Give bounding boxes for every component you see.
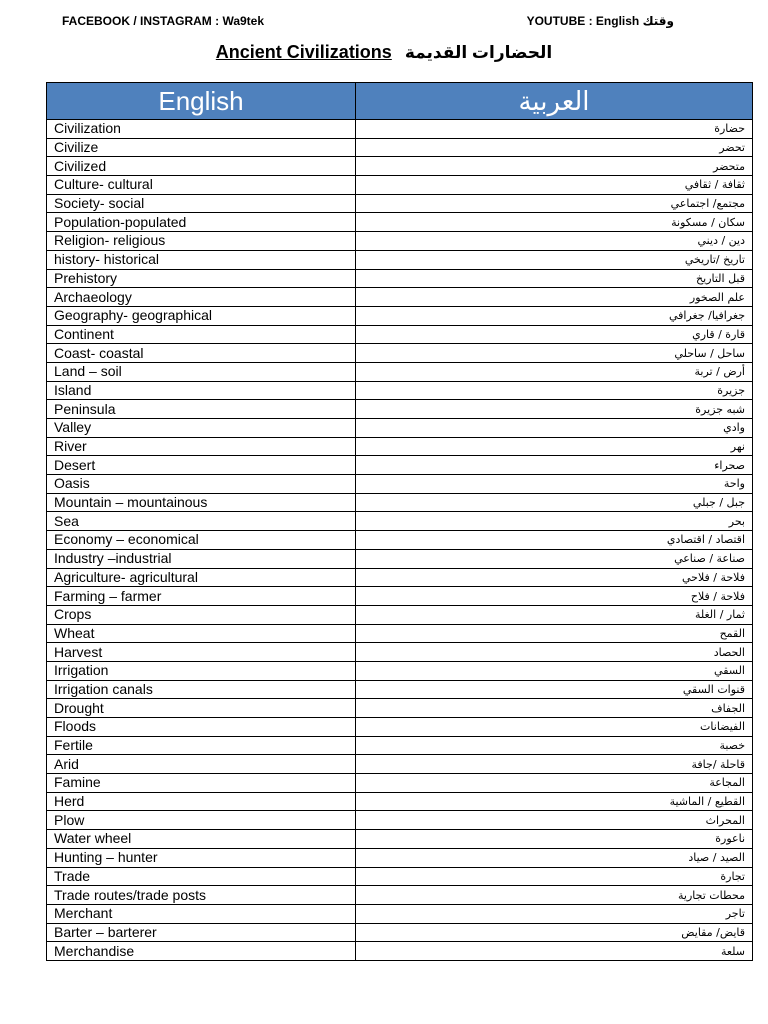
table-row bbox=[47, 475, 753, 494]
column-header-english: English bbox=[47, 83, 356, 120]
table-row bbox=[47, 904, 753, 923]
table-row bbox=[47, 643, 753, 662]
page-title-arabic: الحضارات القديمة bbox=[404, 43, 553, 62]
arabic-translation: ساحل / ساحلي bbox=[356, 344, 753, 363]
table-row bbox=[47, 437, 753, 456]
english-term: history- historical bbox=[47, 250, 356, 269]
arabic-translation: صحراء bbox=[356, 456, 753, 475]
arabic-translation: القطيع / الماشية bbox=[356, 792, 753, 811]
english-term: Trade routes/trade posts bbox=[47, 886, 356, 905]
table-row bbox=[47, 680, 753, 699]
english-term: Civilize bbox=[47, 138, 356, 157]
english-term: Fertile bbox=[47, 736, 356, 755]
english-term: Water wheel bbox=[47, 830, 356, 849]
arabic-translation: علم الصخور bbox=[356, 288, 753, 307]
table-row bbox=[47, 306, 753, 325]
english-term: Civilization bbox=[47, 120, 356, 139]
arabic-translation: الحصاد bbox=[356, 643, 753, 662]
table-row bbox=[47, 176, 753, 195]
page-title-english: Ancient Civilizations bbox=[215, 42, 392, 62]
arabic-translation: الصيد / صياد bbox=[356, 848, 753, 867]
arabic-translation: واحة bbox=[356, 475, 753, 494]
table-row bbox=[47, 848, 753, 867]
table-row bbox=[47, 736, 753, 755]
table-row bbox=[47, 269, 753, 288]
english-term: Harvest bbox=[47, 643, 356, 662]
arabic-translation: محطات تجارية bbox=[356, 886, 753, 905]
table-row bbox=[47, 587, 753, 606]
english-term: Valley bbox=[47, 419, 356, 438]
table-row bbox=[47, 362, 753, 381]
english-term: Coast- coastal bbox=[47, 344, 356, 363]
table-row bbox=[47, 493, 753, 512]
arabic-translation: القمح bbox=[356, 624, 753, 643]
english-term: Plow bbox=[47, 811, 356, 830]
page-header bbox=[62, 14, 674, 28]
english-term: Archaeology bbox=[47, 288, 356, 307]
table-row bbox=[47, 830, 753, 849]
table-row bbox=[47, 250, 753, 269]
english-term: Geography- geographical bbox=[47, 306, 356, 325]
table-row bbox=[47, 512, 753, 531]
arabic-translation: ثقافة / ثقافي bbox=[356, 176, 753, 195]
english-term: River bbox=[47, 437, 356, 456]
english-term: Prehistory bbox=[47, 269, 356, 288]
arabic-translation: تجارة bbox=[356, 867, 753, 886]
english-term: Farming – farmer bbox=[47, 587, 356, 606]
arabic-translation: قنوات السقي bbox=[356, 680, 753, 699]
english-term: Land – soil bbox=[47, 362, 356, 381]
arabic-translation: سلعة bbox=[356, 942, 753, 961]
table-row bbox=[47, 867, 753, 886]
arabic-translation: تاريخ /تاريخي bbox=[356, 250, 753, 269]
english-term: Barter – barterer bbox=[47, 923, 356, 942]
english-term: Industry –industrial bbox=[47, 549, 356, 568]
table-row bbox=[47, 325, 753, 344]
table-row bbox=[47, 288, 753, 307]
table-row bbox=[47, 605, 753, 624]
table-row bbox=[47, 549, 753, 568]
table-row bbox=[47, 344, 753, 363]
english-term: Culture- cultural bbox=[47, 176, 356, 195]
arabic-translation: ثمار / الغلة bbox=[356, 605, 753, 624]
english-term: Trade bbox=[47, 867, 356, 886]
english-term: Merchant bbox=[47, 904, 356, 923]
english-term: Religion- religious bbox=[47, 232, 356, 251]
table-row bbox=[47, 213, 753, 232]
english-term: Merchandise bbox=[47, 942, 356, 961]
english-term: Famine bbox=[47, 774, 356, 793]
arabic-translation: السقي bbox=[356, 661, 753, 680]
arabic-translation: المجاعة bbox=[356, 774, 753, 793]
table-row bbox=[47, 886, 753, 905]
arabic-translation: متحضر bbox=[356, 157, 753, 176]
arabic-translation: قاحلة /جافة bbox=[356, 755, 753, 774]
social-handle-right: YOUTUBE : English وقتك bbox=[526, 14, 674, 28]
table-row bbox=[47, 194, 753, 213]
arabic-translation: جزيرة bbox=[356, 381, 753, 400]
arabic-translation: فلاحة / فلاحي bbox=[356, 568, 753, 587]
english-term: Oasis bbox=[47, 475, 356, 494]
english-term: Mountain – mountainous bbox=[47, 493, 356, 512]
english-term: Economy – economical bbox=[47, 531, 356, 550]
arabic-translation: حضارة bbox=[356, 120, 753, 139]
english-term: Peninsula bbox=[47, 400, 356, 419]
arabic-translation: قبل التاريخ bbox=[356, 269, 753, 288]
table-row bbox=[47, 923, 753, 942]
table-row bbox=[47, 456, 753, 475]
table-row bbox=[47, 568, 753, 587]
column-header-arabic: العربية bbox=[356, 83, 753, 120]
arabic-translation: نهر bbox=[356, 437, 753, 456]
english-term: Irrigation canals bbox=[47, 680, 356, 699]
arabic-translation: بحر bbox=[356, 512, 753, 531]
english-term: Civilized bbox=[47, 157, 356, 176]
arabic-translation: الجفاف bbox=[356, 699, 753, 718]
table-row bbox=[47, 792, 753, 811]
arabic-translation: ناعورة bbox=[356, 830, 753, 849]
table-row bbox=[47, 661, 753, 680]
table-row bbox=[47, 400, 753, 419]
english-term: Continent bbox=[47, 325, 356, 344]
arabic-translation: صناعة / صناعي bbox=[356, 549, 753, 568]
arabic-translation: شبه جزيرة bbox=[356, 400, 753, 419]
english-term: Population-populated bbox=[47, 213, 356, 232]
table-row bbox=[47, 232, 753, 251]
english-term: Irrigation bbox=[47, 661, 356, 680]
table-row bbox=[47, 774, 753, 793]
arabic-translation: تحضر bbox=[356, 138, 753, 157]
table-row bbox=[47, 531, 753, 550]
arabic-translation: جغرافيا/ جغرافي bbox=[356, 306, 753, 325]
english-term: Hunting – hunter bbox=[47, 848, 356, 867]
english-term: Sea bbox=[47, 512, 356, 531]
arabic-translation: سكان / مسكونة bbox=[356, 213, 753, 232]
english-term: Desert bbox=[47, 456, 356, 475]
english-term: Wheat bbox=[47, 624, 356, 643]
arabic-translation: أرض / تربة bbox=[356, 362, 753, 381]
arabic-translation: المحراث bbox=[356, 811, 753, 830]
arabic-translation: دين / ديني bbox=[356, 232, 753, 251]
english-term: Crops bbox=[47, 605, 356, 624]
arabic-translation: قايض/ مقايض bbox=[356, 923, 753, 942]
arabic-translation: تاجر bbox=[356, 904, 753, 923]
table-row bbox=[47, 157, 753, 176]
table-header-row bbox=[47, 83, 753, 120]
table-row bbox=[47, 138, 753, 157]
english-term: Drought bbox=[47, 699, 356, 718]
table-row bbox=[47, 419, 753, 438]
vocabulary-table bbox=[46, 82, 753, 961]
english-term: Agriculture- agricultural bbox=[47, 568, 356, 587]
arabic-translation: فلاحة / فلاح bbox=[356, 587, 753, 606]
english-term: Herd bbox=[47, 792, 356, 811]
arabic-translation: الفيضانات bbox=[356, 718, 753, 737]
english-term: Arid bbox=[47, 755, 356, 774]
arabic-translation: اقتصاد / اقتصادي bbox=[356, 531, 753, 550]
table-row bbox=[47, 699, 753, 718]
table-row bbox=[47, 624, 753, 643]
arabic-translation: مجتمع/ اجتماعي bbox=[356, 194, 753, 213]
page-title bbox=[0, 42, 768, 63]
arabic-translation: جبل / جبلي bbox=[356, 493, 753, 512]
social-handle-left: FACEBOOK / INSTAGRAM : Wa9tek bbox=[62, 14, 265, 28]
table-row bbox=[47, 811, 753, 830]
english-term: Floods bbox=[47, 718, 356, 737]
table-row bbox=[47, 718, 753, 737]
english-term: Society- social bbox=[47, 194, 356, 213]
arabic-translation: قارة / قاري bbox=[356, 325, 753, 344]
table-row bbox=[47, 120, 753, 139]
arabic-translation: خصبة bbox=[356, 736, 753, 755]
arabic-translation: وادي bbox=[356, 419, 753, 438]
table-row bbox=[47, 381, 753, 400]
table-row bbox=[47, 755, 753, 774]
table-row bbox=[47, 942, 753, 961]
english-term: Island bbox=[47, 381, 356, 400]
